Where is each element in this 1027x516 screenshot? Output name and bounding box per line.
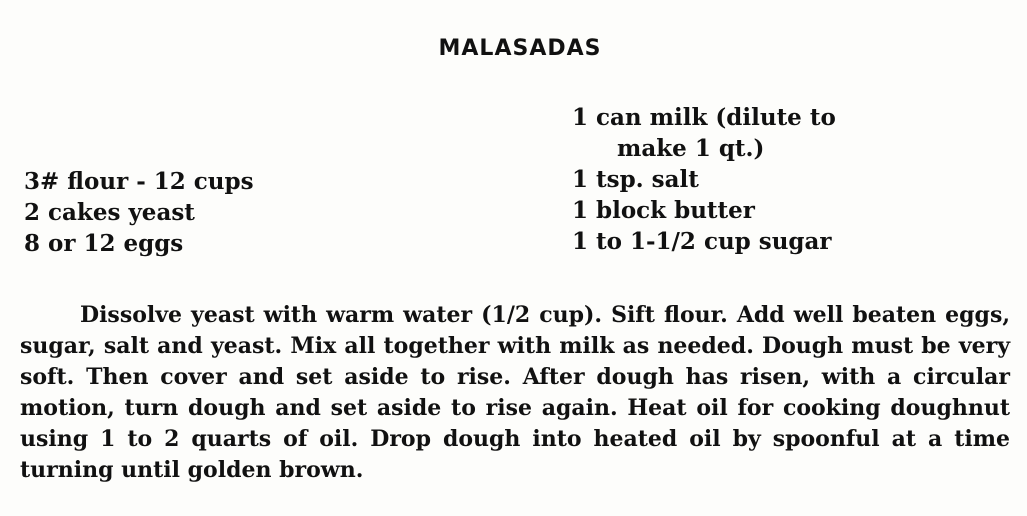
ingredient-line-continued: make 1 qt.) <box>617 135 765 162</box>
ingredient-line: 3# flour - 12 cups <box>24 168 254 195</box>
ingredient-line: 1 to 1-1/2 cup sugar <box>572 228 832 255</box>
ingredients-right-column <box>572 102 836 257</box>
ingredients-left-column <box>24 166 254 259</box>
recipe-instructions: Dissolve yeast with warm water (1/2 cup). Sift flour. Add well beaten eggs, sugar, salt and yeast. Mix all together with milk as needed. Dough must be very soft. Then cover and set aside to rise. After dough has risen, with a circular motion, turn dough and set aside to rise again. Heat oil for cooking doughnut using 1 to 2 quarts of oil. Drop dough into heated oil by spoonful at a time turning until golden brown. <box>20 302 1010 483</box>
ingredient-line: 1 can milk (dilute to <box>572 104 836 131</box>
recipe-title: MALASADAS <box>438 36 602 61</box>
ingredient-line: 8 or 12 eggs <box>24 230 184 257</box>
ingredient-line: 1 block butter <box>572 197 755 224</box>
ingredient-line: 1 tsp. salt <box>572 166 699 193</box>
ingredient-line: 2 cakes yeast <box>24 199 195 226</box>
